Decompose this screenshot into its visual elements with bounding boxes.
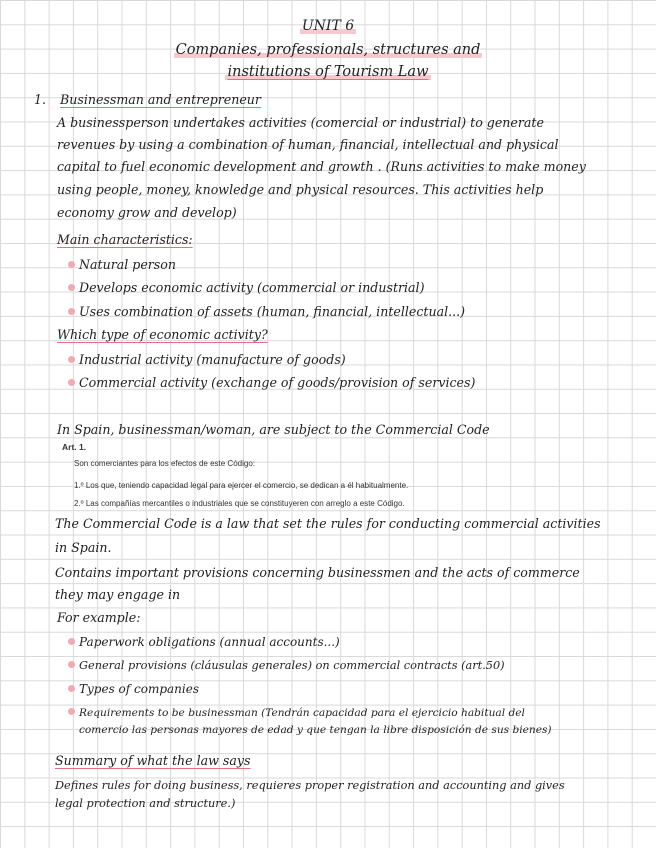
list-item-continuation: comercio las personas mayores de edad y que tengan la libre disposición de sus bienes) xyxy=(79,724,552,736)
list-item: Uses combination of assets (human, financial, intellectual...) xyxy=(68,304,465,319)
list-item: Types of companies xyxy=(68,682,199,696)
law-intro: Son comerciantes para los efectos de este Código: xyxy=(74,459,255,468)
intro-line: capital to fuel economic development and growth . (Runs activities to make money xyxy=(57,159,586,174)
example-heading: For example: xyxy=(57,610,141,625)
bullet-icon xyxy=(68,356,75,363)
summary-line: legal protection and structure.) xyxy=(55,797,236,810)
bullet-icon xyxy=(68,261,75,268)
bullet-icon xyxy=(68,708,75,715)
characteristics-heading: Main characteristics: xyxy=(57,232,193,247)
law-item: 2.º Las compañías mercantiles o industriales que se constituyeren con arreglo a este Código. xyxy=(74,499,405,508)
bullet-icon xyxy=(68,638,75,645)
intro-line: A businessperson undertakes activities (comercial or industrial) to generate xyxy=(57,115,544,130)
code-def-line: in Spain. xyxy=(55,540,112,555)
page-title-line-2: institutions of Tourism Law xyxy=(227,64,429,80)
activity-heading: Which type of economic activity? xyxy=(57,327,268,342)
intro-line: revenues by using a combination of human, financial, intellectual and physical xyxy=(57,137,559,152)
list-item: Commercial activity (exchange of goods/provision of services) xyxy=(68,375,475,390)
provisions-line: Contains important provisions concerning businessmen and the acts of commerce xyxy=(55,565,580,580)
code-def-line: The Commercial Code is a law that set the rules for conducting commercial activities xyxy=(55,516,601,531)
summary-heading: Summary of what the law says xyxy=(55,753,251,768)
summary-line: Defines rules for doing business, requieres proper registration and accounting and gives xyxy=(55,779,565,792)
list-item: General provisions (cláusulas generales) on commercial contracts (art.50) xyxy=(68,659,505,672)
intro-line: economy grow and develop) xyxy=(57,205,237,220)
bullet-icon xyxy=(68,308,75,315)
list-item: Develops economic activity (commercial or industrial) xyxy=(68,280,425,295)
page-title-line-1: Companies, professionals, structures and xyxy=(175,42,481,58)
unit-title: UNIT 6 xyxy=(301,18,355,34)
spain-line: In Spain, businessman/woman, are subject to the Commercial Code xyxy=(57,422,490,437)
section-number: 1. xyxy=(34,92,47,107)
intro-line: using people, money, knowledge and physical resources. This activities help xyxy=(57,182,544,197)
law-article: Art. 1. xyxy=(62,442,87,452)
provisions-line: they may engage in xyxy=(55,587,181,602)
bullet-icon xyxy=(68,685,75,692)
list-item: Paperwork obligations (annual accounts...) xyxy=(68,635,340,649)
list-item: Requirements to be businessman (Tendrán capacidad para el ejercicio habitual del xyxy=(68,707,525,719)
bullet-icon xyxy=(68,661,75,668)
bullet-icon xyxy=(68,379,75,386)
law-item: 1.º Los que, teniendo capacidad legal para ejercer el comercio, se dedican a él habitualmente. xyxy=(74,481,409,490)
list-item: Industrial activity (manufacture of goods) xyxy=(68,352,346,367)
bullet-icon xyxy=(68,284,75,291)
list-item: Natural person xyxy=(68,257,176,272)
section-heading: Businessman and entrepreneur xyxy=(60,92,261,107)
